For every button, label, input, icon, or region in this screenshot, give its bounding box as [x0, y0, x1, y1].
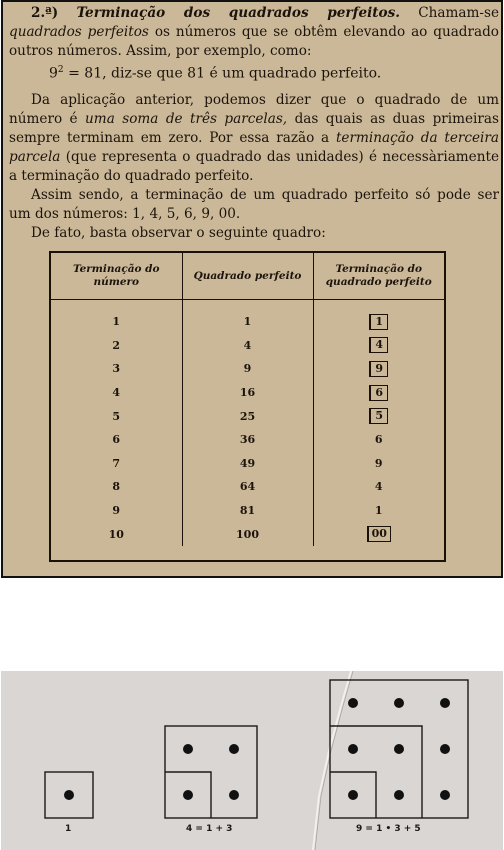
formula-exponent: 2	[57, 65, 64, 75]
formula-text: = 81, diz-se que 81 é um quadrado perfeito.	[68, 65, 382, 82]
header-number-ending: Terminação do número	[51, 253, 182, 300]
paragraph-text: (que representa o quadrado das unidades) é necessàriamente a terminação do quadrado perfeito.	[9, 149, 499, 184]
boxed-ending-value: 5	[369, 408, 388, 424]
cell-perfect-square: 100	[182, 522, 313, 546]
caption-2x2: 4 = 1 + 3	[186, 824, 233, 834]
cell-square-ending	[313, 300, 444, 334]
cell-number-ending: 9	[112, 504, 121, 518]
table-row	[51, 334, 444, 358]
cell-number-ending: 1	[112, 315, 121, 329]
dot-squares-figure	[1, 671, 503, 850]
cell-perfect-square: 64	[182, 475, 313, 499]
example-formula	[49, 65, 381, 82]
ending-value: 9	[374, 456, 383, 470]
boxed-ending-value: 1	[369, 314, 388, 330]
ending-value: 4	[374, 480, 383, 494]
ending-value: 1	[374, 504, 383, 518]
cell-perfect-square: 36	[182, 428, 313, 452]
cell-number-ending: 6	[112, 433, 121, 447]
paragraph-intro-table: De fato, basta observar o seguinte quadro:	[31, 225, 326, 241]
table-row	[51, 499, 444, 523]
cell-perfect-square: 49	[182, 452, 313, 476]
boxed-ending-value: 4	[369, 337, 388, 353]
caption-1x1: 1	[65, 824, 72, 834]
caption-3x3: 9 = 1 • 3 + 5	[356, 824, 421, 834]
dots-3x3	[348, 698, 450, 800]
term-italic: quadrados perfeitos	[9, 24, 149, 40]
paragraph-text: os números que se obtêm elevando ao quadrado outros números. Assim, por exemplo, como:	[9, 24, 499, 59]
table-row	[51, 522, 444, 546]
table-row	[51, 404, 444, 428]
cell-square-ending	[313, 334, 444, 358]
cell-number-ending: 8	[112, 480, 121, 494]
paragraph-text: Da aplicação anterior, podemos dizer que o quadrado de um número é	[9, 92, 499, 127]
cell-number-ending: 7	[112, 456, 121, 470]
item-number: 2.ª)	[31, 5, 59, 21]
cell-number-ending: 2	[112, 338, 121, 352]
cell-perfect-square: 4	[182, 334, 313, 358]
paper-crease-shadow	[315, 671, 353, 850]
cell-square-ending	[313, 475, 444, 499]
cell-number-ending: 10	[108, 527, 124, 541]
cell-square-ending	[313, 428, 444, 452]
cell-perfect-square: 1	[182, 300, 313, 334]
cell-perfect-square: 9	[182, 357, 313, 381]
formula-base: 9	[49, 65, 58, 82]
paragraph-sum-of-three	[9, 91, 499, 186]
cell-square-ending	[313, 404, 444, 428]
table-header-row	[51, 253, 444, 300]
header-perfect-square: Quadrado perfeito	[182, 253, 313, 300]
table-row	[51, 428, 444, 452]
paragraph-definition	[9, 4, 499, 61]
header-square-ending: Terminação do quadrado perfeito	[313, 253, 444, 300]
table-row	[51, 475, 444, 499]
table-row	[51, 452, 444, 476]
dot-squares-diagram	[1, 671, 503, 850]
cell-perfect-square: 16	[182, 381, 313, 405]
cell-square-ending	[313, 522, 444, 546]
cell-perfect-square: 81	[182, 499, 313, 523]
cell-square-ending	[313, 357, 444, 381]
boxed-ending-value: 00	[367, 526, 391, 542]
boxed-ending-value: 9	[369, 361, 388, 377]
cell-number-ending: 5	[112, 409, 121, 423]
ending-value: 6	[374, 433, 383, 447]
book-page-scan	[1, 0, 503, 578]
paragraph-text: das quais as duas primeiras sempre terminam em zero. Por essa razão a	[9, 111, 499, 146]
cell-number-ending: 4	[112, 386, 121, 400]
cell-square-ending	[313, 381, 444, 405]
squares-table	[49, 251, 446, 562]
paragraph-text: Chamam-se	[418, 5, 499, 21]
term-italic: terminação da terceira parcela	[9, 130, 499, 165]
cell-square-ending	[313, 452, 444, 476]
boxed-ending-value: 6	[369, 385, 388, 401]
dot	[64, 790, 74, 800]
table-body	[51, 300, 444, 546]
cell-number-ending: 3	[112, 362, 121, 376]
term-italic: uma soma de três parcelas,	[85, 111, 288, 127]
cell-square-ending	[313, 499, 444, 523]
section-heading: Terminação dos quadrados perfeitos.	[76, 5, 400, 21]
table-row	[51, 357, 444, 381]
cell-perfect-square: 25	[182, 404, 313, 428]
square-2x2	[165, 726, 257, 818]
table-row	[51, 300, 444, 334]
paragraph-possible-endings: Assim sendo, a terminação de um quadrado perfeito só pode ser um dos números: 1, 4, 5, 6, 9, 00.	[9, 187, 499, 222]
table-row	[51, 381, 444, 405]
